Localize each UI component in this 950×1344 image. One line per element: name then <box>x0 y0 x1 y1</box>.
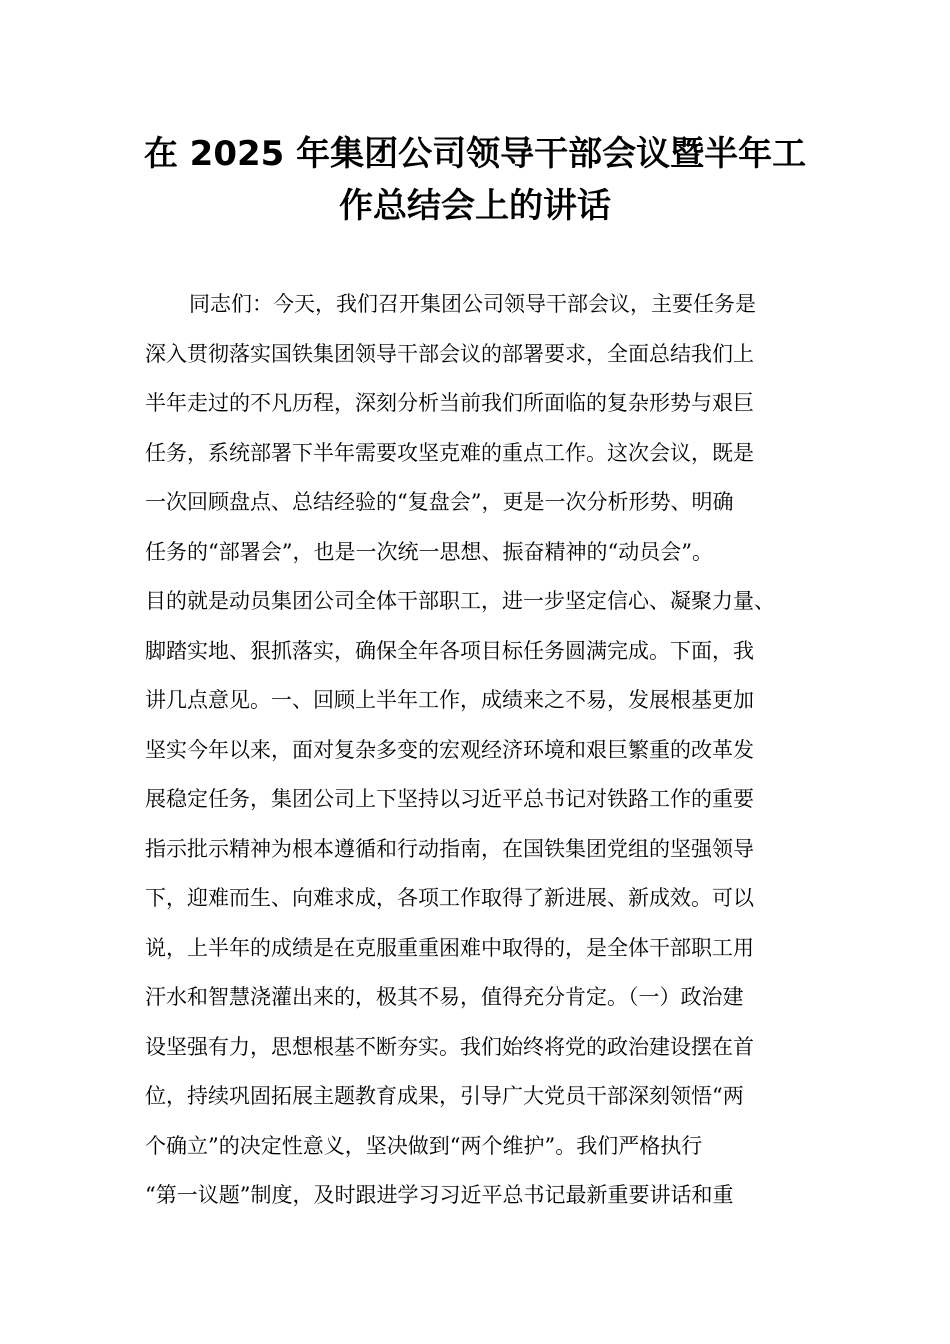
document-title <box>120 128 830 232</box>
title-line-2: 作总结会上的讲话 <box>339 186 611 226</box>
body-line: 任务，系统部署下半年需要攻坚克难的重点工作。这次会议，既是 <box>145 440 754 465</box>
document-body <box>145 280 810 1221</box>
body-line: 一次回顾盘点、总结经验的“复盘会”，更是一次分析形势、明确 <box>145 490 734 514</box>
body-line: 脚踏实地、狠抓落实，确保全年各项目标任务圆满完成。下面，我 <box>145 638 754 663</box>
body-line: “第一议题”制度，及时跟进学习习近平总书记最新重要讲话和重 <box>145 1183 734 1207</box>
body-line: 目的就是动员集团公司全体干部职工，进一步坚定信心、凝聚力量、 <box>145 589 775 613</box>
body-line: 设坚强有力，思想根基不断夯实。我们始终将党的政治建设摆在首 <box>145 1034 754 1059</box>
body-line: 说，上半年的成绩是在克服重重困难中取得的，是全体干部职工用 <box>145 935 754 960</box>
title-line-1: 在 2025 年集团公司领导干部会议暨半年工 <box>143 134 807 174</box>
body-line: 下，迎难而生、向难求成，各项工作取得了新进展、新成效。可以 <box>145 886 754 910</box>
body-line: 个确立”的决定性意义，坚决做到“两个维护”。我们严格执行 <box>145 1133 703 1158</box>
body-line: 展稳定任务，集团公司上下坚持以习近平总书记对铁路工作的重要 <box>145 787 754 811</box>
body-line: 指示批示精神为根本遵循和行动指南，在国铁集团党组的坚强领导 <box>145 836 754 861</box>
body-line: 讲几点意见。一、回顾上半年工作，成绩来之不易，发展根基更加 <box>145 688 754 712</box>
body-line: 同志们：今天，我们召开集团公司领导干部会议，主要任务是 <box>189 292 756 316</box>
body-line: 位，持续巩固拓展主题教育成果，引导广大党员干部深刻领悟“两 <box>145 1084 744 1108</box>
body-line: 半年走过的不凡历程，深刻分析当前我们所面临的复杂形势与艰巨 <box>145 391 754 415</box>
body-line: 深入贯彻落实国铁集团领导干部会议的部署要求，全面总结我们上 <box>145 341 754 366</box>
body-line: 汗水和智慧浇灌出来的，极其不易，值得充分肯定。（一）政治建 <box>145 985 744 1009</box>
body-line: 任务的“部署会”，也是一次统一思想、振奋精神的“动员会”。 <box>145 539 713 564</box>
body-line: 坚实今年以来，面对复杂多变的宏观经济环境和艰巨繁重的改革发 <box>145 737 754 762</box>
